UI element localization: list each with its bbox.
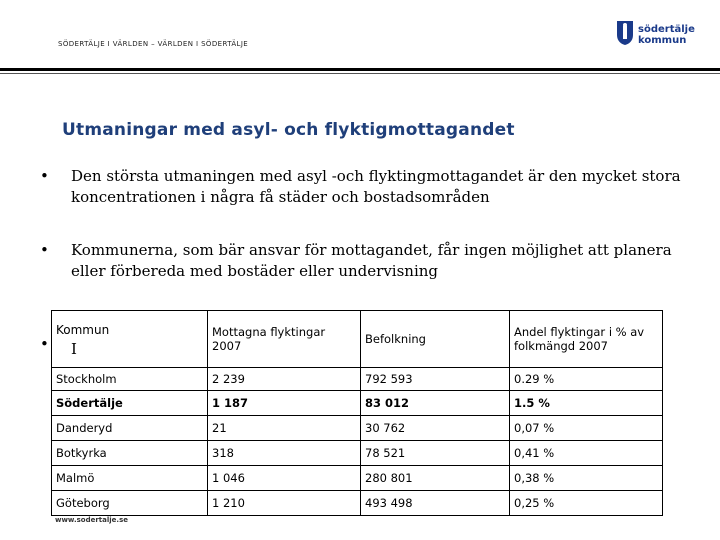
tagline: SÖDERTÄLJE I VÄRLDEN – VÄRLDEN I SÖDERTÄLJE	[58, 40, 249, 48]
table-row	[52, 466, 663, 491]
cell-andel: 0,07 %	[510, 416, 663, 441]
logo-line2: kommun	[638, 35, 687, 46]
cell-befolkning: 78 521	[361, 441, 510, 466]
refugee-table	[51, 310, 663, 516]
cell-mottagna: 2 239	[208, 368, 361, 391]
cell-befolkning: 493 498	[361, 491, 510, 516]
header-befolkning: Befolkning	[361, 311, 510, 368]
cell-andel: 0.29 %	[510, 368, 663, 391]
cell-kommun: Danderyd	[52, 416, 208, 441]
cell-kommun: Göteborg	[52, 491, 208, 516]
cell-kommun: Södertälje	[52, 391, 208, 416]
bullet-dot: •	[40, 241, 49, 259]
table-row	[52, 491, 663, 516]
page-title: Utmaningar med asyl- och flyktigmottagandet	[62, 120, 515, 140]
cell-kommun: Malmö	[52, 466, 208, 491]
table-row	[52, 416, 663, 441]
bullet-text: Den största utmaningen med asyl -och flyktingmottagandet är den mycket stora koncentrationen i några få städer och bostadsområden	[71, 167, 681, 206]
cell-mottagna: 1 187	[208, 391, 361, 416]
cell-mottagna: 1 210	[208, 491, 361, 516]
cell-befolkning: 30 762	[361, 416, 510, 441]
header-kommun: Kommun	[52, 311, 208, 368]
cell-befolkning: 792 593	[361, 368, 510, 391]
header-rule-thin	[0, 73, 720, 74]
cell-andel: 1.5 %	[510, 391, 663, 416]
cell-andel: 0,41 %	[510, 441, 663, 466]
header-rule	[0, 68, 720, 71]
text-cursor-icon: I	[71, 340, 77, 358]
table-row	[52, 441, 663, 466]
logo-line1: södertälje	[638, 24, 695, 35]
crest-icon	[616, 20, 634, 46]
table-row	[52, 391, 663, 416]
cell-kommun: Botkyrka	[52, 441, 208, 466]
header-mottagna: Mottagna flyktingar 2007	[208, 311, 361, 368]
bullet-dot-empty: •	[40, 335, 49, 353]
bullet-text: Kommunerna, som bär ansvar för mottagandet, får ingen möjlighet att planera eller förbereda med bostäder eller undervisning	[71, 241, 672, 280]
footer-url[interactable]: www.sodertalje.se	[55, 516, 128, 524]
table-header-row	[52, 311, 663, 368]
cell-mottagna: 1 046	[208, 466, 361, 491]
bullet-dot: •	[40, 167, 49, 185]
cell-kommun: Stockholm	[52, 368, 208, 391]
sodertalje-logo	[616, 20, 695, 52]
cell-andel: 0,25 %	[510, 491, 663, 516]
table-row	[52, 368, 663, 391]
cell-befolkning: 280 801	[361, 466, 510, 491]
cell-andel: 0,38 %	[510, 466, 663, 491]
cell-befolkning: 83 012	[361, 391, 510, 416]
cell-mottagna: 318	[208, 441, 361, 466]
cell-mottagna: 21	[208, 416, 361, 441]
header-andel: Andel flyktingar i % av folkmängd 2007	[510, 311, 663, 368]
